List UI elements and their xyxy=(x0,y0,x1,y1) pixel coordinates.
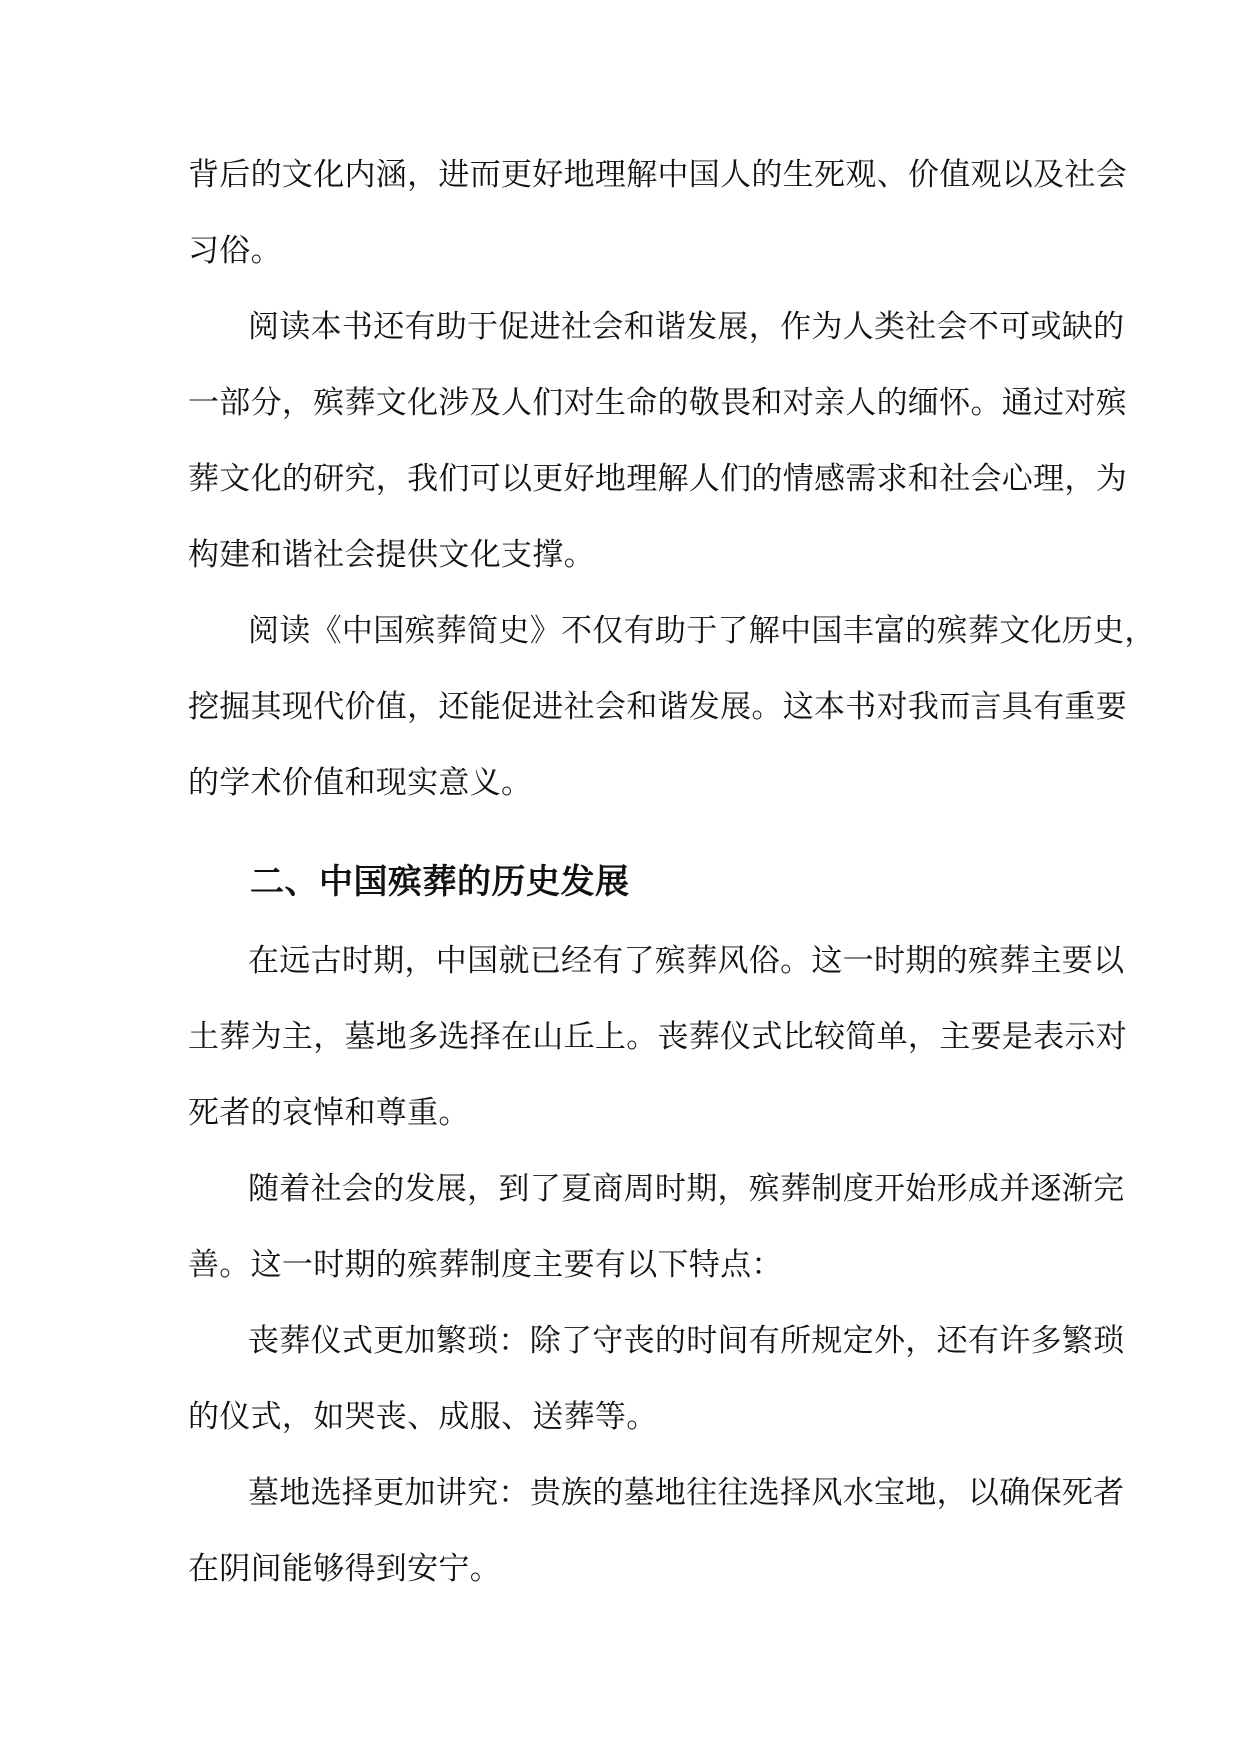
text-line: 构建和谐社会提供文化支撑。 xyxy=(188,537,595,573)
text-line: 葬文化的研究，我们可以更好地理解人们的情感需求和社会心理，为 xyxy=(188,461,1127,497)
text-line: 土葬为主，墓地多选择在山丘上。丧葬仪式比较简单，主要是表示对 xyxy=(188,1019,1127,1055)
text-line: 挖掘其现代价值，还能促进社会和谐发展。这本书对我而言具有重要 xyxy=(188,689,1127,725)
text-line: 阅读《中国殡葬简史》不仅有助于了解中国丰富的殡葬文化历史， xyxy=(248,613,1156,649)
text-line: 墓地选择更加讲究：贵族的墓地往往选择风水宝地，以确保死者 xyxy=(248,1475,1125,1511)
section-heading: 二、中国殡葬的历史发展 xyxy=(250,862,630,902)
text-line: 阅读本书还有助于促进社会和谐发展，作为人类社会不可或缺的 xyxy=(248,309,1125,345)
text-line: 在阴间能够得到安宁。 xyxy=(188,1551,501,1587)
text-line: 随着社会的发展，到了夏商周时期，殡葬制度开始形成并逐渐完 xyxy=(248,1171,1125,1207)
text-line: 的仪式，如哭丧、成服、送葬等。 xyxy=(188,1399,658,1435)
text-line: 背后的文化内涵，进而更好地理解中国人的生死观、价值观以及社会 xyxy=(188,157,1127,193)
text-line: 善。这一时期的殡葬制度主要有以下特点： xyxy=(188,1247,783,1283)
text-line: 在远古时期，中国就已经有了殡葬风俗。这一时期的殡葬主要以 xyxy=(248,943,1125,979)
text-line: 一部分，殡葬文化涉及人们对生命的敬畏和对亲人的缅怀。通过对殡 xyxy=(188,385,1127,421)
text-line: 的学术价值和现实意义。 xyxy=(188,765,533,801)
text-line: 习俗。 xyxy=(188,233,282,269)
text-line: 丧葬仪式更加繁琐：除了守丧的时间有所规定外，还有许多繁琐 xyxy=(248,1323,1125,1359)
text-line: 死者的哀悼和尊重。 xyxy=(188,1095,470,1131)
